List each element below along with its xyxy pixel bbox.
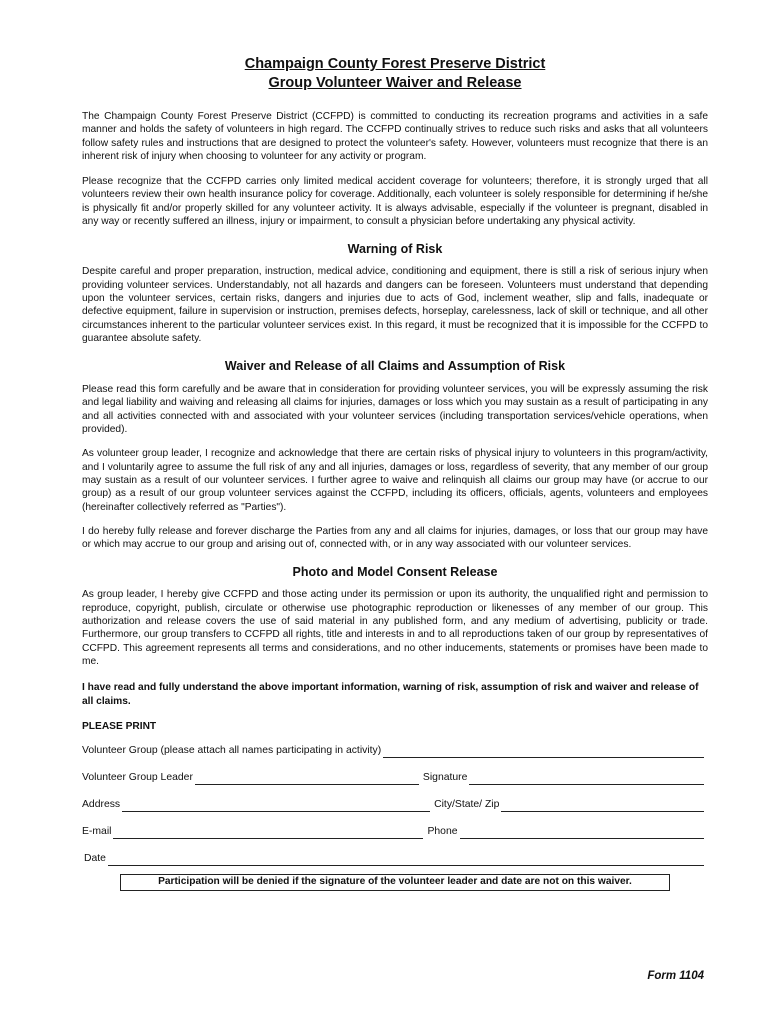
intro-paragraph-2: Please recognize that the CCFPD carries only limited medical accident coverage for volunteers; therefore, it is strongly urged that all volunteers review their own health insurance policy for coverage. Additionally, each volunteer is solely responsible for determining if he/she is physically fit and/or properly skilled for any volunteer activity. It is always advisable, especially if the volunteer is pregnant, disabled in any way or recently suffered an illness, injury or impairment, to consult a physician before undertaking any physical activity. xyxy=(82,176,708,228)
leader-signature-row xyxy=(82,771,708,785)
address-label: Address xyxy=(82,799,121,811)
date-row xyxy=(82,852,708,866)
volunteer-group-label: Volunteer Group (please attach all names participating in activity) xyxy=(82,745,382,757)
acknowledgement-statement: I have read and fully understand the above important information, warning of risk, assumption of risk and waiver and release of all claims. xyxy=(82,682,699,707)
document-title-line2: Group Volunteer Waiver and Release xyxy=(268,75,522,91)
warning-paragraph: Despite careful and proper preparation, instruction, medical advice, conditioning and equipment, there is still a risk of serious injury when providing volunteer services. Understandably, not all hazards and dangers can be foreseen. Volunteers must understand that depending upon the volunteer services, certain risks, dangers and injuries due to acts of God, inclement weather, slip and falls, inadequate or defective equipment, failure in supervision or instruction, premises defects, horseplay, carelessness, lack of skill or technique, and all other circumstances inherent to the particular volunteer services exist. In this regard, it must be recognized that it is impossible for the CCFPD to guarantee absolute safety. xyxy=(82,266,708,344)
photo-heading: Photo and Model Consent Release xyxy=(292,565,498,580)
email-phone-row xyxy=(82,825,708,839)
signature-label: Signature xyxy=(422,772,468,784)
address-field[interactable] xyxy=(122,801,430,812)
waiver-heading: Waiver and Release of all Claims and Assumption of Risk xyxy=(224,359,566,374)
waiver-paragraph-1: Please read this form carefully and be aware that in consideration for providing volunteer services, you will be expressly assuming the risk and legal liability and waiving and releasing all claims for injuries, damages or loss which you may sustain as a result of participating in any and all activities connected with and associated with your volunteer services (including transportation services/vehicle operations, when provided). xyxy=(82,384,708,436)
phone-label: Phone xyxy=(427,826,458,838)
waiver-paragraph-2: As volunteer group leader, I recognize and acknowledge that there are certain risks of physical injury to volunteers in this program/activity, and I voluntarily agree to assume the full risk of any and all injuries, damages or loss, regardless of severity, that any member of our group may sustain as a result of our volunteer services. I further agree to waive and relinquish all claims our group may have (or accrue to our group) as a result of our group volunteer services against the CCFPD, including its officers, officials, agents, volunteers and employees (hereinafter collectively referred as "Parties"). xyxy=(82,448,708,513)
leader-name-field[interactable] xyxy=(195,774,419,785)
document-title-line1: Champaign County Forest Preserve District xyxy=(244,56,546,72)
city-field[interactable] xyxy=(501,801,704,812)
waiver-document xyxy=(82,55,708,891)
waiver-paragraph-3: I do hereby fully release and forever discharge the Parties from any and all claims for injuries, damages, or loss that our group may have or which may accrue to our group and arising out of, connected with, or in any way associated with our volunteer services. xyxy=(82,525,708,551)
date-field[interactable] xyxy=(108,855,704,866)
warning-heading: Warning of Risk xyxy=(347,242,443,257)
leader-label: Volunteer Group Leader xyxy=(82,772,193,784)
signature-field[interactable] xyxy=(469,774,704,785)
form-number: Form 1104 xyxy=(647,970,704,982)
date-label: Date xyxy=(84,853,106,865)
volunteer-group-field[interactable] xyxy=(383,747,704,758)
phone-field[interactable] xyxy=(460,828,705,839)
email-field[interactable] xyxy=(113,828,423,839)
photo-paragraph: As group leader, I hereby give CCFPD and those acting under its permission or upon its authority, the unqualified right and permission to reproduce, copyright, publish, circulate or otherwise use photographic reproduction or likenesses of any member of our group. This authorization and release covers the use of said material in any published form, and any medium of advertising, publicity or trade. Furthermore, our group transfers to CCFPD all rights, title and interests in and to all reproductions taken of our group by representatives of CCFPD. This agreement represents all terms and considerations, and no other inducements, statements or promises have been made to me. xyxy=(82,589,708,667)
signature-required-notice: Participation will be denied if the signature of the volunteer leader and date are not on this waiver. xyxy=(120,874,670,891)
city-label: City/State/ Zip xyxy=(434,799,500,811)
email-label: E-mail xyxy=(82,826,112,838)
volunteer-group-row xyxy=(82,744,708,758)
address-city-row xyxy=(82,798,708,812)
please-print-label: PLEASE PRINT xyxy=(82,720,157,732)
intro-paragraph-1: The Champaign County Forest Preserve District (CCFPD) is committed to conducting its recreation programs and activities in a safe manner and holds the safety of volunteers in high regard. The CCFPD continually strives to reduce such risks and asks that all volunteers follow safety rules and instructions that are designed to protect the volunteer's safety. However, volunteers must recognize that there is an inherent risk of injury when choosing to volunteer for any activity or program. xyxy=(82,111,708,162)
